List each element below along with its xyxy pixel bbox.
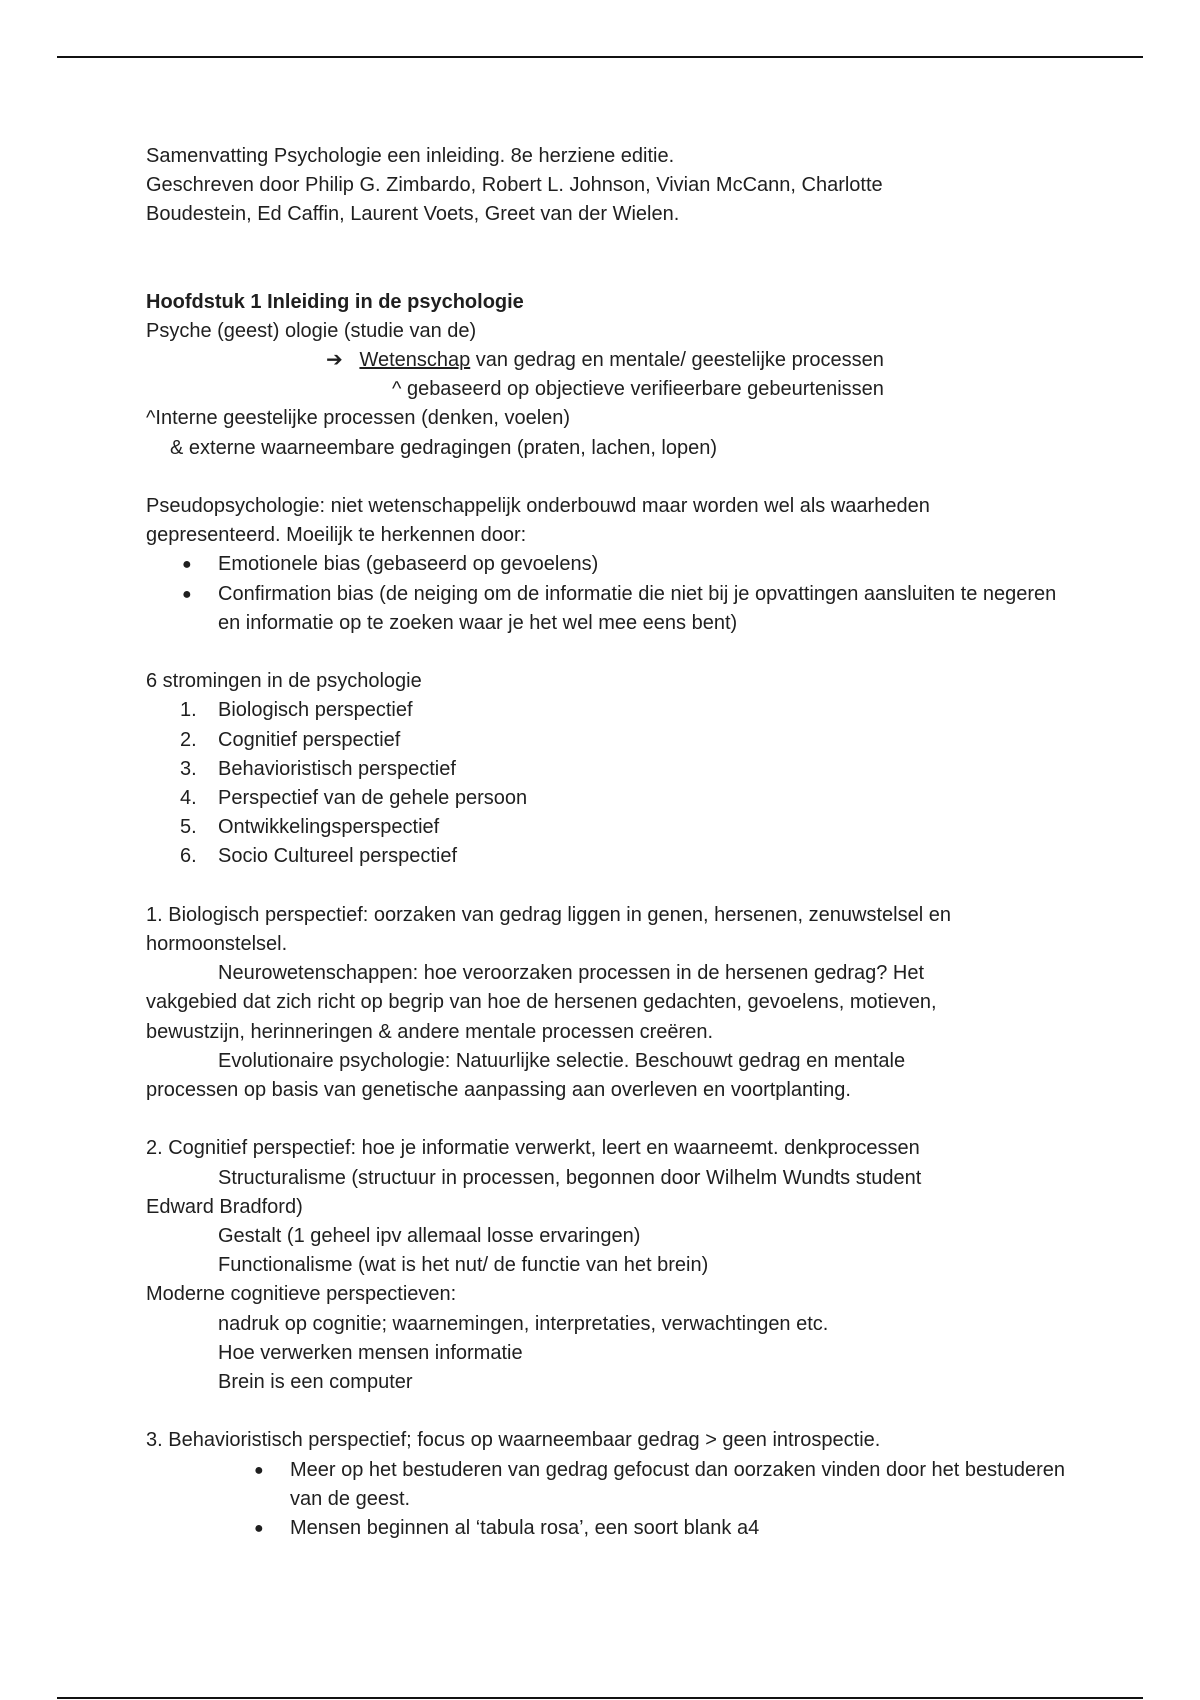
list-item <box>146 784 1066 813</box>
list-item <box>146 1456 1066 1514</box>
authors-line-2: Boudestein, Ed Caffin, Laurent Voets, Greet van der Wielen. <box>146 203 680 226</box>
cog-line-3: Edward Bradford) <box>146 1195 303 1218</box>
chapter-heading: Hoofdstuk 1 Inleiding in de psychologie <box>146 290 524 313</box>
list-item <box>146 755 1066 784</box>
list-item <box>146 696 1066 725</box>
list-item <box>146 1514 1066 1543</box>
bullet-icon: ● <box>254 1461 264 1479</box>
science-definition-rest: van gedrag en mentale/ geestelijke processen <box>470 349 884 372</box>
list-item <box>146 550 1066 579</box>
list-number: 6. <box>180 845 197 868</box>
cog-line-9: Brein is een computer <box>218 1371 413 1394</box>
pseudo-bullet-list <box>146 550 1066 638</box>
cog-line-5: Functionalisme (wat is het nut/ de functie van het brein) <box>218 1254 709 1277</box>
list-label: Biologisch perspectief <box>218 699 413 722</box>
bullet-text: Meer op het bestuderen van gedrag gefocust dan oorzaken vinden door het bestuderen van de geest. <box>290 1458 1065 1510</box>
bullet-icon: ● <box>254 1520 264 1538</box>
bottom-rule <box>57 1697 1143 1699</box>
psyche-definition: Psyche (geest) ologie (studie van de) <box>146 319 477 342</box>
authors-line-1: Geschreven door Philip G. Zimbardo, Robert L. Johnson, Vivian McCann, Charlotte <box>146 174 883 197</box>
stromingen-title: 6 stromingen in de psychologie <box>146 670 422 693</box>
list-item <box>146 580 1066 638</box>
list-number: 1. <box>180 699 197 722</box>
cog-line-6: Moderne cognitieve perspectieven: <box>146 1283 457 1306</box>
bio-line-7: processen op basis van genetische aanpassing aan overleven en voortplanting. <box>146 1079 851 1102</box>
objective-note: ^ gebaseerd op objectieve verifieerbare gebeurtenissen <box>392 378 884 401</box>
bullet-text: Emotionele bias (gebaseerd op gevoelens) <box>218 553 599 576</box>
bio-line-2: hormoonstelsel. <box>146 933 288 956</box>
list-number: 4. <box>180 787 197 810</box>
summary-title: Samenvatting Psychologie een inleiding. 8e herziene editie. <box>146 145 675 167</box>
cog-line-1: 2. Cognitief perspectief: hoe je informatie verwerkt, leert en waarneemt. denkprocessen <box>146 1137 920 1160</box>
bio-line-6: Evolutionaire psychologie: Natuurlijke selectie. Beschouwt gedrag en mentale <box>218 1049 906 1072</box>
beh-line-1: 3. Behavioristisch perspectief; focus op waarneembaar gedrag > geen introspectie. <box>146 1429 881 1452</box>
list-label: Cognitief perspectief <box>218 728 401 751</box>
bullet-icon: ● <box>182 556 192 574</box>
arrow-icon: ➔ <box>326 349 343 372</box>
list-label: Behavioristisch perspectief <box>218 757 456 780</box>
stromingen-list <box>146 696 1066 871</box>
list-label: Perspectief van de gehele persoon <box>218 787 528 810</box>
list-item <box>146 813 1066 842</box>
bio-line-4: vakgebied dat zich richt op begrip van hoe de hersenen gedachten, gevoelens, motieven, <box>146 991 937 1014</box>
internal-processes: ^Interne geestelijke processen (denken, voelen) <box>146 407 571 430</box>
bio-line-1: 1. Biologisch perspectief: oorzaken van gedrag liggen in genen, hersenen, zenuwstelsel en <box>146 903 951 926</box>
bio-line-3: Neurowetenschappen: hoe veroorzaken processen in de hersenen gedrag? Het <box>218 962 925 985</box>
list-number: 5. <box>180 816 197 839</box>
bullet-icon: ● <box>182 585 192 603</box>
top-rule <box>57 56 1143 58</box>
cog-line-2: Structuralisme (structuur in processen, begonnen door Wilhelm Wundts student <box>218 1166 922 1189</box>
beh-bullet-list <box>146 1456 1066 1544</box>
bullet-text: Mensen beginnen al ‘tabula rosa’, een soort blank a4 <box>290 1517 760 1540</box>
document-page <box>146 142 1066 1543</box>
bullet-text: Confirmation bias (de neiging om de informatie die niet bij je opvattingen aansluiten te negeren en informatie op te zoeken waar je het wel mee eens bent) <box>218 582 1057 634</box>
list-label: Ontwikkelingsperspectief <box>218 816 440 839</box>
external-behaviors: & externe waarneembare gedragingen (praten, lachen, lopen) <box>170 436 718 459</box>
science-definition <box>146 346 1066 375</box>
bio-line-5: bewustzijn, herinneringen & andere mentale processen creëren. <box>146 1020 714 1043</box>
pseudo-line-1: Pseudopsychologie: niet wetenschappelijk onderbouwd maar worden wel als waarheden <box>146 495 930 518</box>
cog-line-4: Gestalt (1 geheel ipv allemaal losse ervaringen) <box>218 1225 641 1248</box>
list-label: Socio Cultureel perspectief <box>218 845 458 868</box>
wetenschap-underlined: Wetenschap <box>359 349 471 372</box>
list-item <box>146 842 1066 871</box>
pseudo-line-2: gepresenteerd. Moeilijk te herkennen door: <box>146 524 527 547</box>
list-number: 2. <box>180 728 197 751</box>
list-item <box>146 726 1066 755</box>
list-number: 3. <box>180 757 197 780</box>
cog-line-8: Hoe verwerken mensen informatie <box>218 1341 523 1364</box>
cog-line-7: nadruk op cognitie; waarnemingen, interpretaties, verwachtingen etc. <box>218 1312 829 1335</box>
